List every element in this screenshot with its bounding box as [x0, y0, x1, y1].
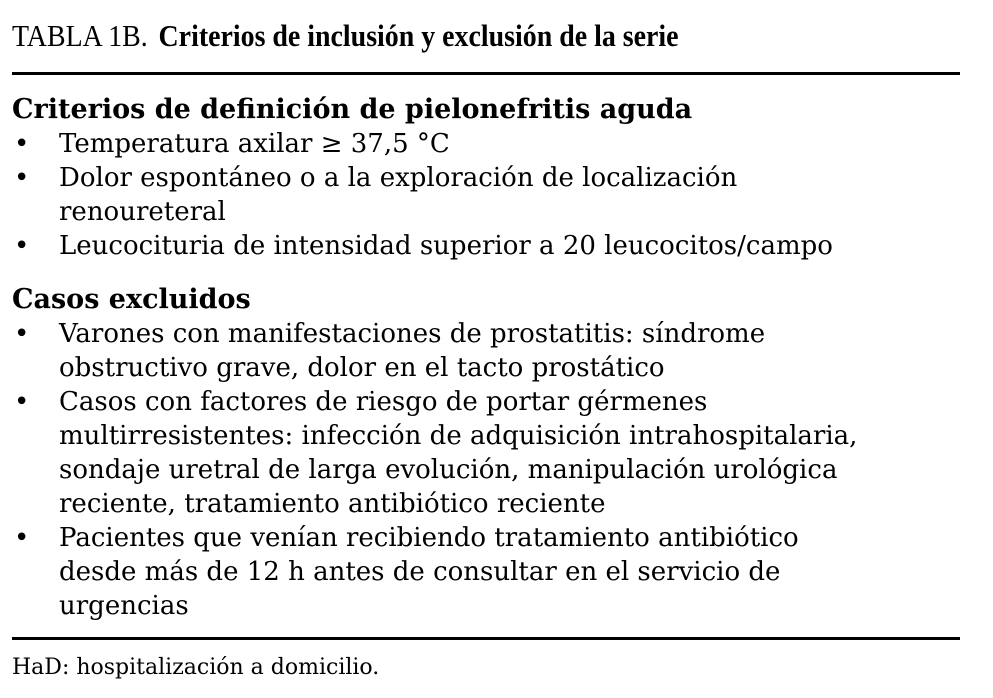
item-line: Temperatura axilar ≥ 37,5 °C [59, 129, 450, 159]
bullet-icon: • [14, 387, 30, 417]
table-title-row [12, 0, 865, 72]
section-exclusion [12, 283, 960, 623]
table-container [12, 0, 960, 682]
section-heading: Casos excluidos [12, 284, 251, 315]
item-line: Leucocituria de intensidad superior a 20 leucocitos/campo [59, 231, 833, 261]
list-item [12, 317, 960, 385]
table-body [12, 75, 960, 637]
bullet-icon: • [14, 129, 30, 159]
item-line: multirresistentes: infección de adquisición intrahospitalaria, [59, 421, 858, 451]
section-spacer [12, 263, 960, 283]
item-line: sondaje uretral de larga evolución, manipulación urológica [59, 455, 838, 485]
bullet-icon: • [14, 163, 30, 193]
bullet-icon: • [14, 319, 30, 349]
bullet-list [12, 127, 960, 263]
table-title: Criterios de inclusión y exclusión de la serie [158, 18, 679, 53]
item-line: desde más de 12 h antes de consultar en el servicio de [59, 557, 781, 587]
table-label: TABLA 1B. [12, 18, 148, 53]
section-heading: Criterios de definición de pielonefritis aguda [12, 94, 693, 125]
item-line: Dolor espontáneo o a la exploración de localización [59, 163, 738, 193]
bullet-list [12, 317, 960, 623]
list-item [12, 521, 960, 623]
bullet-icon: • [14, 523, 30, 553]
list-item [12, 161, 960, 229]
item-line: Varones con manifestaciones de prostatitis: síndrome [59, 319, 766, 349]
list-item [12, 127, 960, 161]
item-line: urgencias [59, 591, 189, 621]
item-line: reciente, tratamiento antibiótico reciente [59, 489, 606, 519]
bullet-icon: • [14, 231, 30, 261]
item-line: Casos con factores de riesgo de portar gérmenes [59, 387, 708, 417]
list-item [12, 229, 960, 263]
table-footnote: HaD: hospitalización a domicilio. [12, 655, 380, 680]
list-item [12, 385, 960, 521]
item-line: Pacientes que venían recibiendo tratamiento antibiótico [59, 523, 799, 553]
item-line: renoureteral [59, 197, 226, 227]
section-inclusion [12, 93, 960, 263]
item-line: obstructivo grave, dolor en el tacto prostático [59, 353, 665, 383]
